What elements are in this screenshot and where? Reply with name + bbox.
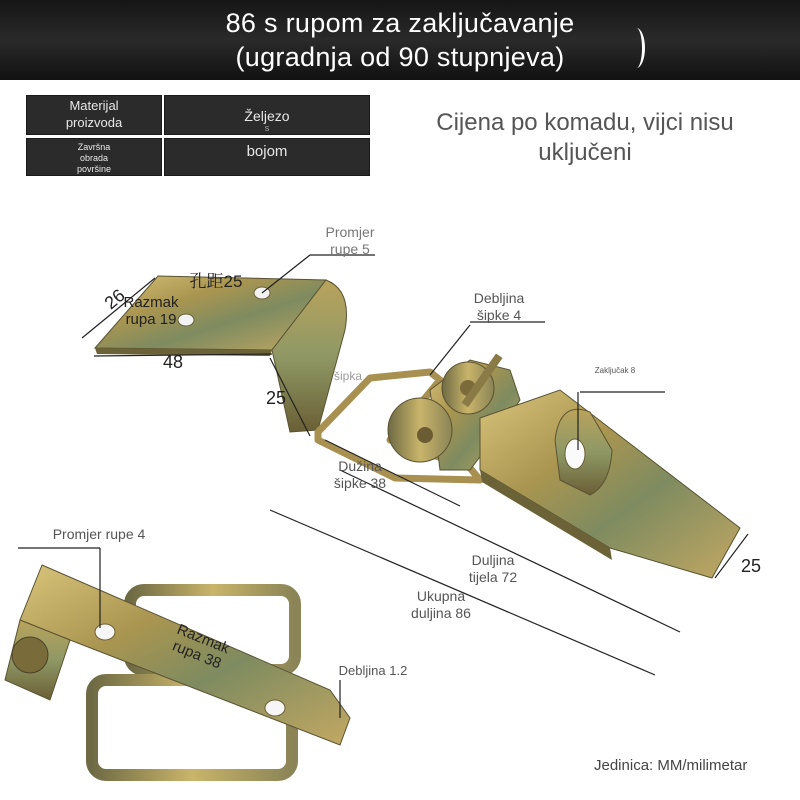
right-width-25-label: 25 xyxy=(740,556,762,576)
lock-8-label: Zaključak 8 xyxy=(594,366,636,375)
material-value-suffix: s xyxy=(264,123,270,133)
title-line-1: 86 s rupom za zaključavanje xyxy=(225,8,575,38)
hole-diameter-5-label: Promjer rupe 5 xyxy=(325,224,375,257)
height-25-label: 25 xyxy=(265,388,287,408)
hole-diameter-4-label: Promjer rupe 4 xyxy=(52,526,146,542)
title-line-2: (ugradnja od 90 stupnjeva) xyxy=(235,42,565,72)
hole-spacing-38-label: Razmak rupa 38 xyxy=(170,620,232,673)
hole-spacing-19-label: Razmak rupa 19 xyxy=(123,294,179,328)
base-plate xyxy=(388,390,740,578)
length-48-label: 48 xyxy=(162,352,184,372)
total-length-86-label: Ukupna duljina 86 xyxy=(411,588,471,621)
rod-label-faint: šipka xyxy=(333,369,362,383)
finish-label: Završna obrada površine xyxy=(76,142,112,174)
material-label: Materijal proizvoda xyxy=(65,98,123,130)
material-value: Željezo xyxy=(244,108,290,124)
stamp-text: 孔距25 xyxy=(189,272,243,291)
width-26-label: 26 xyxy=(100,285,129,314)
closeup-latch xyxy=(5,565,350,775)
unit-note: Jedinica: MM/milimetar xyxy=(594,757,748,774)
body-length-72-label: Duljina tijela 72 xyxy=(468,552,518,585)
thickness-1-2-label: Debljina 1.2 xyxy=(338,663,408,678)
price-note-line-2: uključeni xyxy=(538,139,632,166)
rod-length-38-label: Dužina šipke 38 xyxy=(333,458,387,491)
rod-thickness-4-label: Debljina šipke 4 xyxy=(473,290,525,323)
finish-value: bojom xyxy=(246,143,288,160)
price-note-line-1: Cijena po komadu, vijci nisu xyxy=(436,109,734,136)
